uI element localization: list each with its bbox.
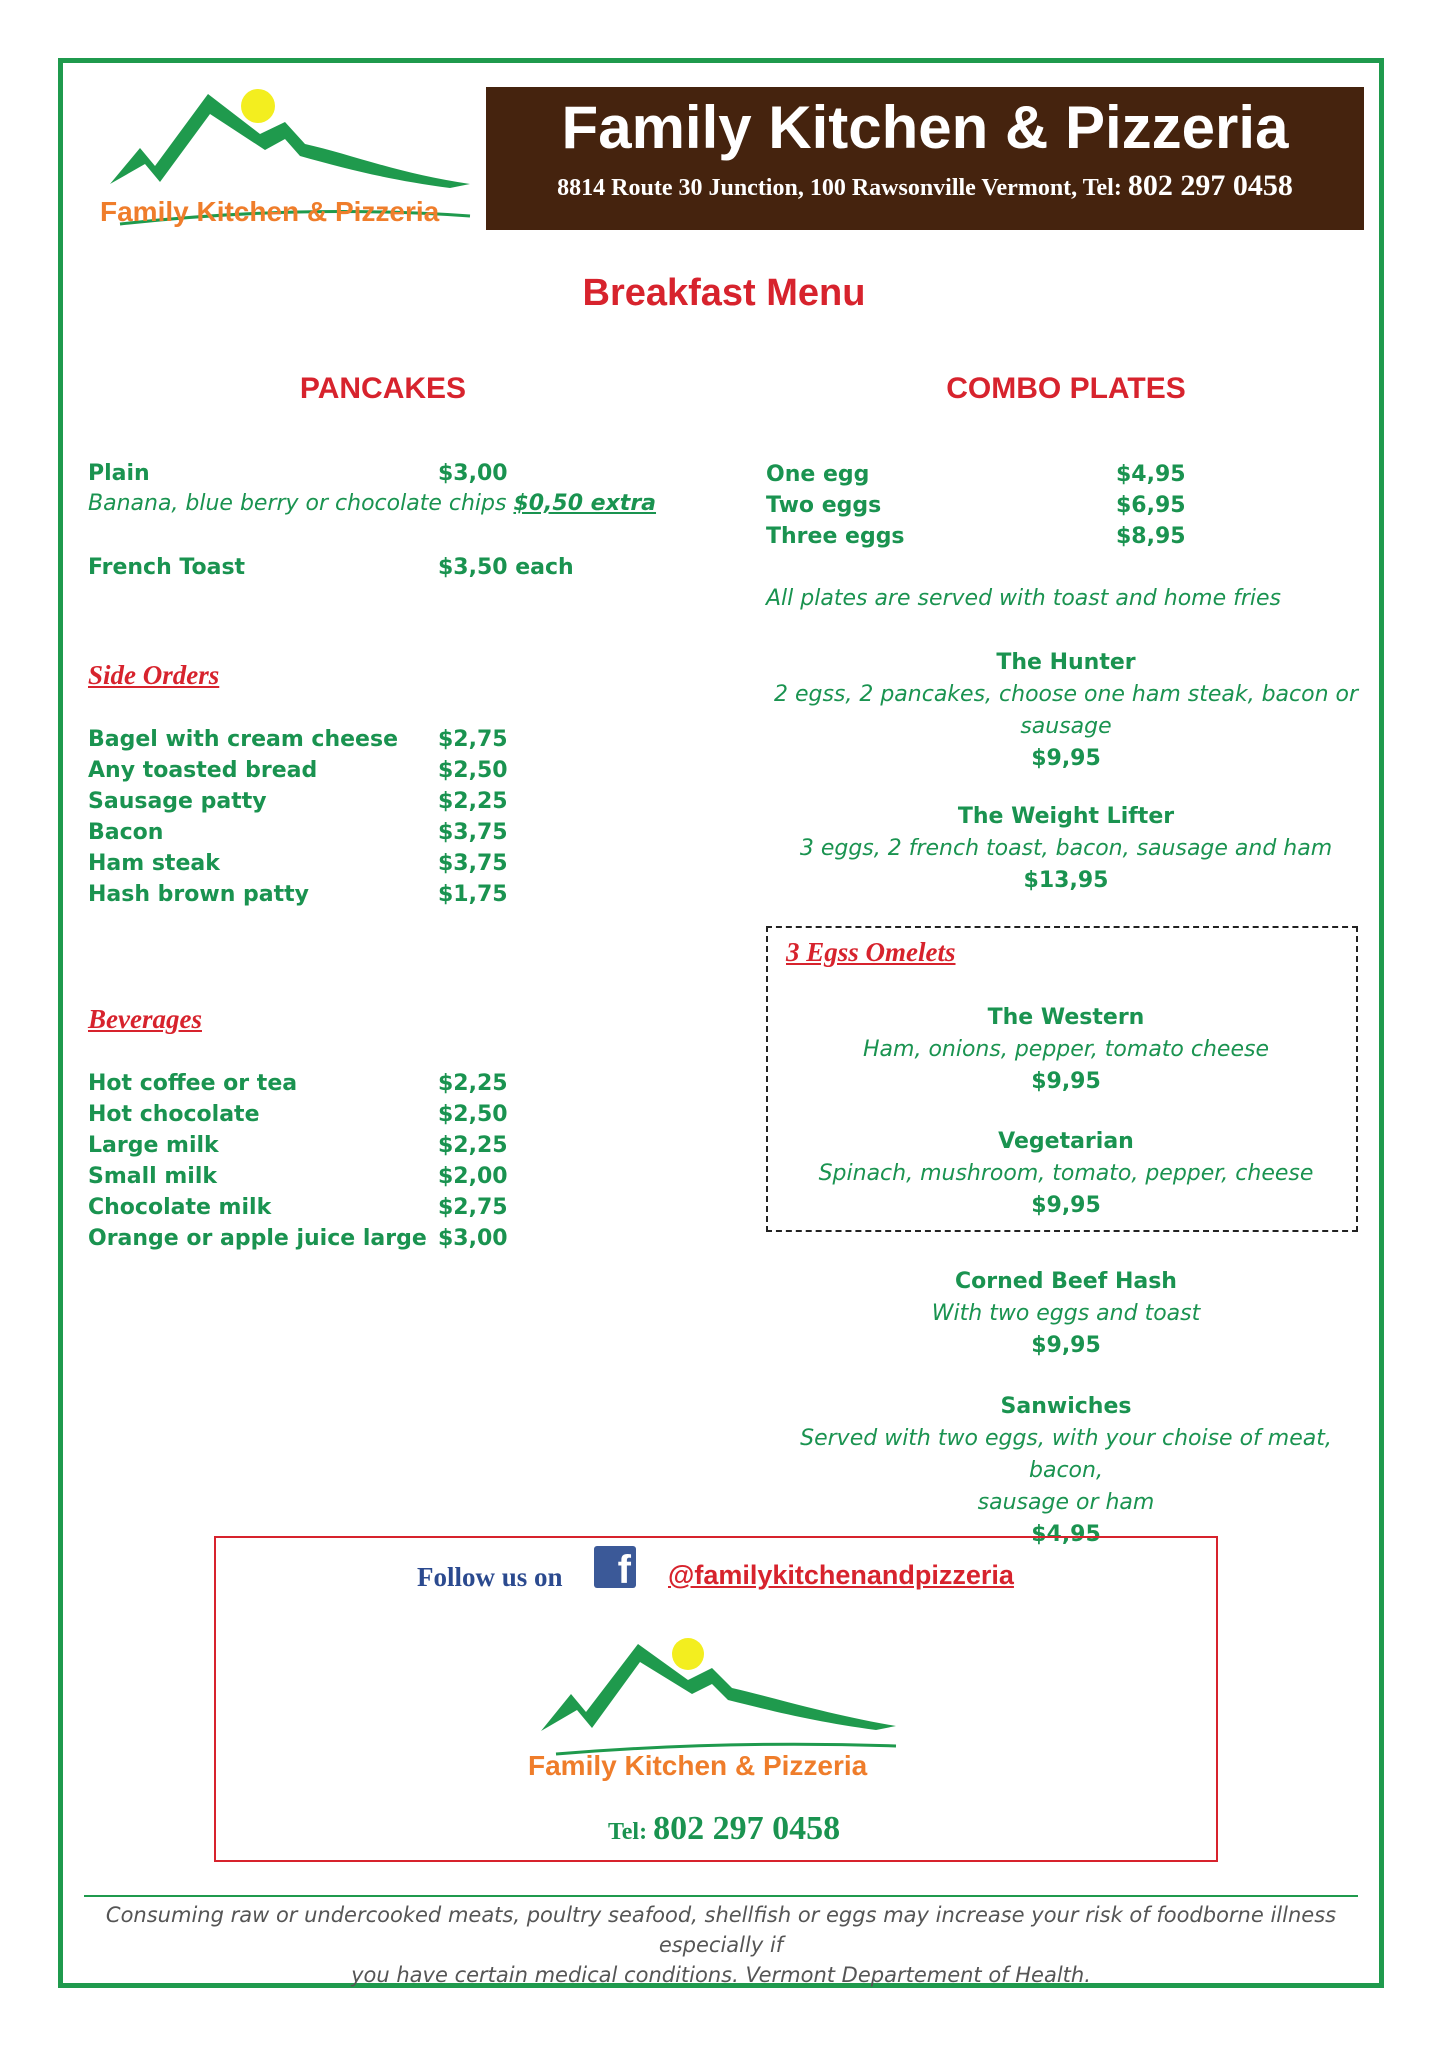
header-banner	[486, 87, 1364, 230]
menu-title: Breakfast Menu	[582, 272, 866, 314]
menu-item-western: The Western Ham, onions, pepper, tomato cheese $9,95	[863, 1005, 1269, 1094]
combo-heading: COMBO PLATES	[946, 372, 1186, 405]
menu-item-vegetarian: Vegetarian Spinach, mushroom, tomato, pepper, cheese $9,95	[818, 1129, 1314, 1218]
logo-text: Family Kitchen & Pizzeria	[100, 196, 440, 227]
mountain-icon	[541, 1644, 896, 1731]
facebook-icon[interactable]: f	[594, 1546, 636, 1588]
facebook-handle-link[interactable]: @familykitchenandpizzeria	[668, 1560, 1014, 1590]
beverages-heading: Beverages	[88, 1004, 202, 1034]
menu-item-weight-lifter: The Weight Lifter 3 eggs, 2 french toast, bacon, sausage and ham $13,95	[799, 804, 1333, 893]
side-orders-heading: Side Orders	[88, 660, 220, 690]
mountain-icon	[110, 94, 470, 188]
sun-icon	[241, 89, 275, 123]
pancakes-heading: PANCAKES	[299, 372, 467, 405]
header-phone: 802 297 0458	[1127, 169, 1293, 202]
follow-text: Follow us on	[417, 1562, 563, 1592]
health-disclaimer: Consuming raw or undercooked meats, poultry seafood, shellfish or eggs may increase your risk of foodborne illness especially if you have certain medical conditions. Vermont Departement of Health.	[105, 1903, 1337, 1987]
menu-item-sandwiches: Sanwiches Served with two eggs, with your choise of meat, bacon, sausage or ham $4,95	[800, 1394, 1332, 1547]
menu-item-corned-beef: Corned Beef Hash With two eggs and toast $9,95	[931, 1269, 1201, 1358]
footer-logo-text: Family Kitchen & Pizzeria	[528, 1750, 868, 1781]
combo-note: All plates are served with toast and home fries	[766, 586, 1282, 611]
restaurant-title: Family Kitchen & Pizzeria	[561, 94, 1289, 161]
menu-item-hunter: The Hunter 2 egss, 2 pancakes, choose one ham steak, bacon or sausage $9,95	[773, 650, 1359, 771]
footer-phone: Tel: 802 297 0458	[607, 1810, 841, 1847]
pancake-extras: Banana, blue berry or chocolate chips $0,50 extra	[88, 491, 657, 516]
sun-icon	[672, 1638, 704, 1670]
divider	[84, 1895, 1358, 1897]
address-line: 8814 Route 30 Junction, 100 Rawsonville Vermont, Tel: 802 297 0458	[557, 169, 1293, 202]
omelets-heading: 3 Egss Omelets	[786, 937, 956, 967]
footer-logo	[536, 1636, 906, 1756]
